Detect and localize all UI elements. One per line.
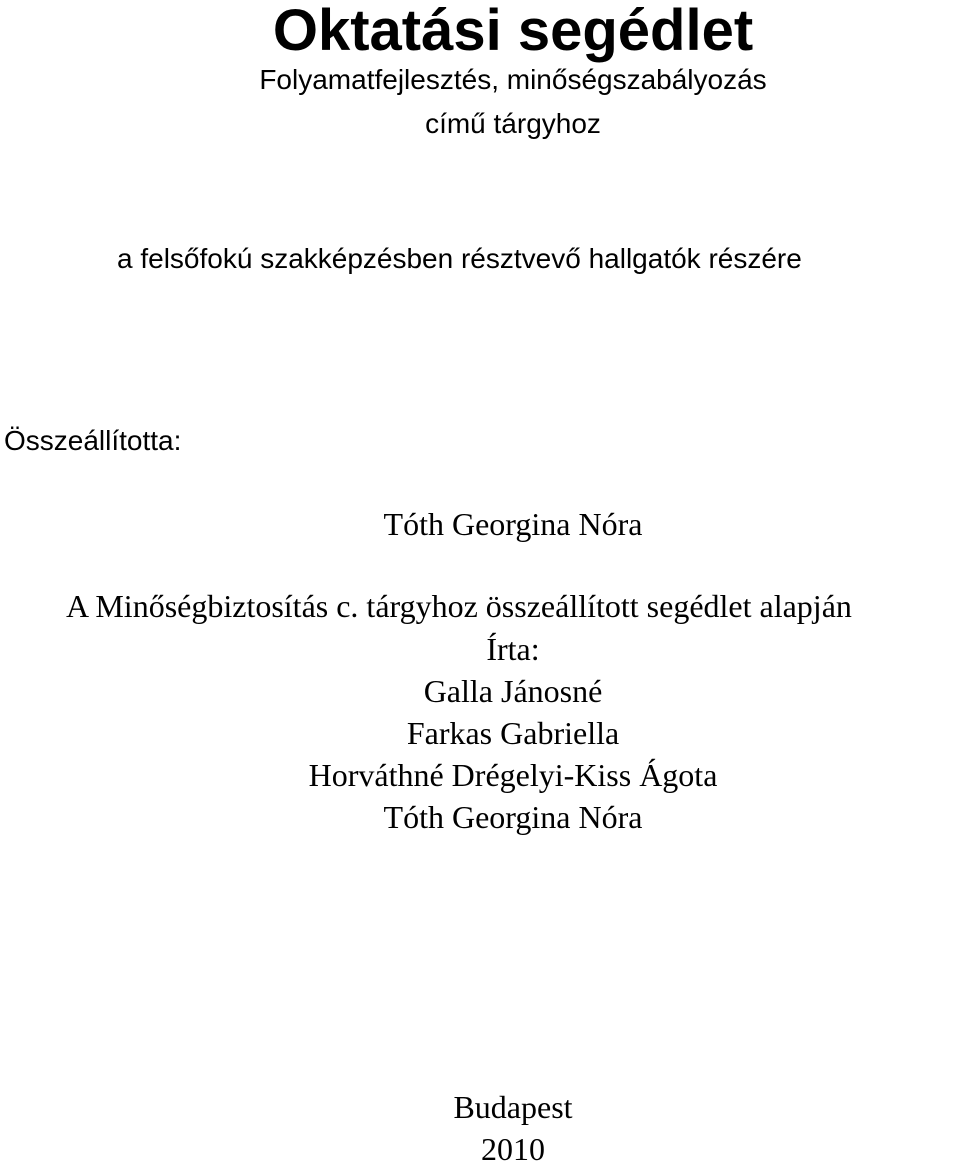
author-name: Galla Jánosné: [423, 673, 603, 709]
author-name: Farkas Gabriella: [406, 715, 620, 751]
publication-year: 2010: [481, 1131, 545, 1167]
document-title: Oktatási segédlet: [272, 0, 754, 63]
compiled-by-label: Összeállította:: [4, 425, 182, 456]
subtitle-line-2: című tárgyhoz: [425, 108, 601, 139]
written-by-label: Írta:: [486, 631, 540, 667]
subtitle-line-1: Folyamatfejlesztés, minőségszabályozás: [259, 64, 767, 95]
audience-line: a felsőfokú szakképzésben résztvevő hallgatók részére: [117, 243, 802, 274]
author-name: Horváthné Drégelyi-Kiss Ágota: [308, 757, 718, 793]
source-note: A Minőségbiztosítás c. tárgyhoz összeállított segédlet alapján: [66, 588, 852, 624]
publication-place: Budapest: [453, 1089, 573, 1125]
compiler-name: Tóth Georgina Nóra: [383, 506, 643, 542]
author-name: Tóth Georgina Nóra: [383, 799, 643, 835]
